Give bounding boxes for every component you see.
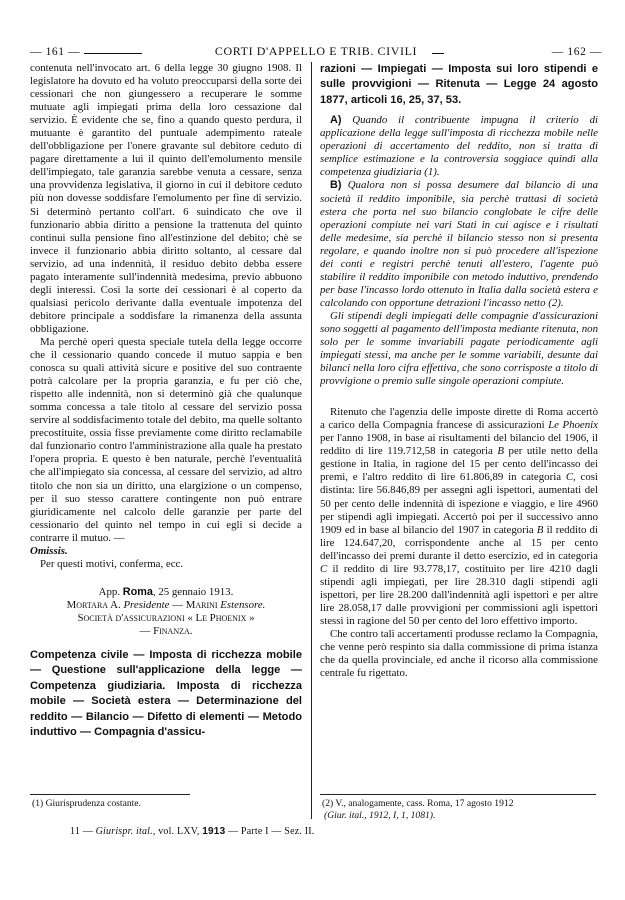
header-rule-right bbox=[432, 53, 444, 54]
closing-formula: Per questi motivi, conferma, ecc. bbox=[40, 557, 184, 570]
footnote-rule-left bbox=[30, 794, 190, 795]
running-header bbox=[28, 44, 604, 60]
paragraph: contenuta nell'invocato art. 6 della legge 30 giugno 1908. Il legislatore ha dovuto ed ha voluto preoccuparsi della sorte dei cessionari che non giungessero a recuperare le somme mutuate agli impiegati prima della loro cessazione dal servizio. È evidente che se, fino a quando questo perdura, il mutuante è garantito del puntuale adempimento rateale dell'obbligazione per l'onere gravante sul debitore ceduto di pagare direttamente a lui il quinto dell'emolumento mensile dell'impiegato, tale garanzia sarebbe venuta a cessare, senza una provvidenza legislativa, il giorno in cui il debitore ceduto più non dovesse soddisfare l'emolumento per fine di servizio. Si determinò pertanto coll'art. 6 suindicato che ove il funzionario abbia diritto a pensione la trattenuta del quinto continui sulla pensione fino all'estinzione del debito; chè se invece il funzionario abbia diritto soltanto, al cessare dal servizio, ad una indennità, il residuo debito debba essere pagato interamente sull'indennità medesima, previo abbuono degli interessi. Così la sorte dei cessionari è al coperto da qualsiasi pericolo derivante dalla eventuale impotenza del debitore principale a soddisfare la rimanenza della assunta obbligazione. bbox=[30, 62, 302, 335]
maxim-a: A) Quando il contribuente impugna il criterio di applicazione della legge sull'imposta di ricchezza mobile nelle operazioni di accertamento del reddito, non si tratta di semplice estimazione e la controversia soggiace quindi alla competenza giudiziaria (1). bbox=[320, 114, 598, 179]
maxim-b: B) Qualora non si possa desumere dal bilancio di una società il reddito imponibile, sia perchè trattasi di società estera che porta nel suo bilancio conglobate le cifre delle operazioni compiute nei vari Stati in cui agisce e i risultati delle medesime, sia perchè il bilancio stesso non si presenta regolare, e quando inoltre non si può procedere all'ispezione dei conti e registri perchè tenuti all'estero, l'agente può stabilire il reddito imponibile con metodo induttivo, prendendo per base l'incasso lordo ottenuto in Italia dalla società estera e calcolando con opportune detrazioni l'incasso netto (2). bbox=[320, 179, 598, 309]
paragraph: Ma perchè operi questa speciale tutela della legge occorre che il cessionario quando concede il mutuo sappia e ben conosca su quali attività sicure e positive del suo contraente potrà calcolare per la propria garanzia, e fu per ciò che, rispetto alle indennità, non si determinò già che qualunque somma concessa a tale titolo al cessare del servizio possa servire al soddisfacimento totale del debito, ma quelle soltanto precostituite, ossia fisse previamente come diritto reclamabile dal funzionario contro l'amministrazione alla quale ha prestato l'opera propria. E questo è ben naturale, perchè l'eventualità che all'impiegato sia concessa, al cessare del servizio, ad altro titolo che non sia un diritto, una elargizione o un compenso, per il suo stesso carattere contingente non può entrare giuridicamente nel calcolo delle garanzie per parte del cessionario del quinto nel tempo in cui egli si decide a contrarre il mutuo. — bbox=[30, 335, 302, 544]
footnote-right: (2) V., analogamente, cass. Roma, 17 agosto 1912 (Giur. ital., 1912, I, 1, 1081). bbox=[322, 798, 514, 821]
column-divider bbox=[311, 62, 312, 819]
right-column bbox=[320, 62, 598, 680]
page-number-right: — 162 — bbox=[551, 46, 602, 58]
page-footer: 11 — Giurispr. ital., vol. LXV, 1913 — Parte I — Sez. II. bbox=[70, 826, 315, 837]
court-line: App. Roma, 25 gennaio 1913. bbox=[98, 585, 234, 598]
paragraph: Ritenuto che l'agenzia delle imposte dirette di Roma accertò a carico della Compagnia francese di assicurazioni Le Phoenix per l'anno 1908, in base ai risultamenti del bilancio del 1906, il reddito di lire 119.712,58 in categoria B per utile netto della gestione in Italia, in ragione del 15 per cento dell'incasso dei premi, e l'altro reddito di lire 61.806,89 in categoria C, così distinta: lire 56.846,89 per assegni agli ispettori, aumentati del 50 per cento delle indennità di ispezione e viaggio, e lire 4960 per stipendi agli impiegati. Accertò poi per il successivo anno 1909 ed in base al bilancio del 1907 in categoria B il reddito di lire 124.647,20, corrispondente anche al 15 per cento dell'incasso dei premi durante il detto esercizio, ed in categoria C il reddito di lire 93.778,17, costituito per lire 4210 dagli stipendi agli impiegati, per lire 28.310 dagli stipendi agli ispettori, per lire 28.200 dall'indennità agli ispettori e per altre lire 28.058,17 dalle provvigioni per commissioni agli ispettori stessi in ragione del 50 per cento del loro effettivo importo. bbox=[320, 406, 598, 627]
maxim-c: Gli stipendi degli impiegati delle compagnie d'assicurazioni sono soggetti al pagamento dell'imposta mediante ritenuta, non solo per le somme invariabili pagate periodicamente agli impiegati stessi, ma anche per le somme variabili, desunte dai bilanci nella loro cifra effettiva, che sono corrisposte a titolo di provvigione o premio sulle singole operazioni compiute. bbox=[320, 309, 598, 388]
omissis: Omissis. bbox=[30, 544, 68, 557]
page-number-left: — 161 — bbox=[30, 46, 81, 58]
footnote-rule-right bbox=[320, 794, 596, 795]
case-caption-continued: razioni — Impiegati — Imposta sui loro stipendi e sulle provvigioni — Ritenuta — Legge 24 agosto 1877, articoli 16, 25, 37, 53. bbox=[320, 63, 598, 106]
case-caption: Competenza civile — Imposta di ricchezza mobile — Questione sull'applicazione della legge — Competenza giudiziaria. Imposta di ricchezza mobile — Società estera — Determinazione del reddito — Bilancio — Difetto di elementi — Metodo induttivo — Compagnia d'assicu- bbox=[30, 649, 302, 739]
footnote-left: (1) Giurisprudenza costante. bbox=[32, 798, 141, 809]
judges-line: Mortara A. Presidente — Marini Estensore. bbox=[66, 598, 266, 611]
left-column bbox=[30, 62, 302, 740]
parties-line: Società d'assicurazioni « Le Phoenix » bbox=[77, 611, 255, 624]
parties-line-2: — Finanza. bbox=[139, 624, 193, 637]
paragraph: Che contro tali accertamenti produsse reclamo la Compagnia, che venne però respinto sia dalla commissione di prima istanza che da quella provinciale, ed anche il ricorso alla commissione centrale fu rigettato. bbox=[320, 628, 598, 680]
running-title: CORTI D'APPELLO E TRIB. CIVILI bbox=[214, 44, 418, 58]
